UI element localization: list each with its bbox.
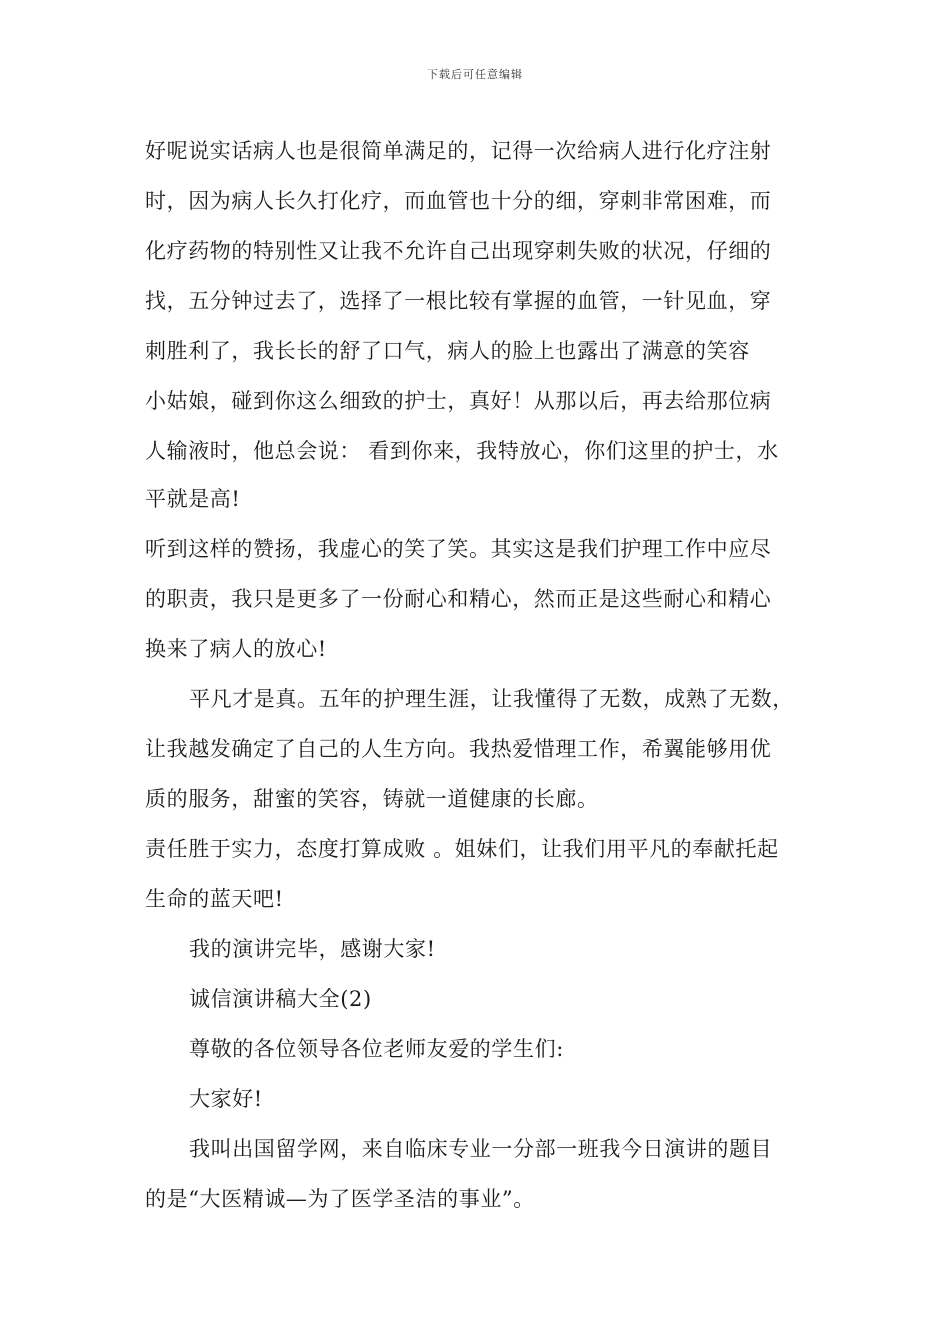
paragraph-line: 的职责，我只是更多了一份耐心和精心，然而正是这些耐心和精心: [145, 587, 772, 611]
paragraph-line: 让我越发确定了自己的人生方向。我热爱惜理工作，希翼能够用优: [145, 737, 772, 761]
paragraph-line: 平就是高!: [145, 487, 241, 511]
paragraph-line: 换来了病人的放心!: [145, 637, 327, 661]
paragraph-line: 大家好!: [189, 1087, 263, 1111]
paragraph-line: 听到这样的赞扬，我虚心的笑了笑。其实这是我们护理工作中应尽: [145, 537, 772, 561]
paragraph-line: 生命的蓝天吧!: [145, 887, 284, 911]
paragraph-line: 刺胜利了，我长长的舒了口气，病人的脸上也露出了满意的笑容: [145, 339, 750, 363]
paragraph-line: 小姑娘，碰到你这么细致的护士，真好！从那以后，再去给那位病: [145, 389, 772, 413]
page-header: 下载后可任意编辑: [427, 68, 523, 81]
paragraph-line: 尊敬的各位领导各位老师友爱的学生们:: [189, 1037, 564, 1061]
paragraph-line: 化疗药物的特别性又让我不允许自己出现穿刺失败的状况，仔细的: [145, 239, 772, 263]
paragraph-line: 的是“大医精诚—为了医学圣洁的事业”。: [145, 1187, 535, 1211]
paragraph-line: 时，因为病人长久打化疗，而血管也十分的细，穿刺非常困难，而: [145, 189, 772, 213]
paragraph-line: 责任胜于实力，态度打算成败 。姐妹们，让我们用平凡的奉献托起: [145, 837, 779, 861]
paragraph-line: 质的服务，甜蜜的笑容，铸就一道健康的长廊。: [145, 787, 599, 811]
paragraph-line: 平凡才是真。五年的护理生涯，让我懂得了无数，成熟了无数，: [189, 687, 794, 711]
paragraph-line: 找，五分钟过去了，选择了一根比较有掌握的血管，一针见血，穿: [145, 289, 772, 313]
paragraph-line: 好呢说实话病人也是很简单满足的，记得一次给病人进行化疗注射: [145, 139, 772, 163]
section-title: 诚信演讲稿大全(2): [189, 987, 372, 1011]
paragraph-line: 我的演讲完毕，感谢大家!: [189, 937, 436, 961]
paragraph-line: 人输液时，他总会说： 看到你来，我特放心，你们这里的护士，水: [145, 439, 779, 463]
paragraph-line: 我叫出国留学网，来自临床专业一分部一班我今日演讲的题目: [189, 1137, 773, 1161]
